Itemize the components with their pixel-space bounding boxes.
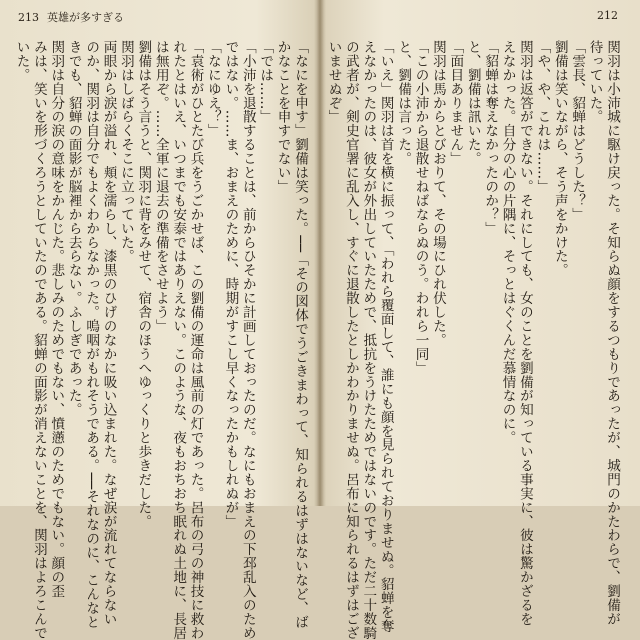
text-column: と、劉備は訊いた。 bbox=[464, 40, 481, 166]
text-column: 「この小沛から退散せねばならぬのう。われら一同」 bbox=[412, 40, 429, 375]
text-column: えなかった。自分の心の片隅に、そっとはぐくんだ慕情なのに。 bbox=[499, 40, 516, 445]
text-column: いませぬぞ」 bbox=[325, 40, 342, 124]
text-column: 「では……」 bbox=[257, 40, 274, 124]
text-column: 「なにを申す」劉備は笑った。──「その図体でうごきまわって、知られるはずはないなど、ば bbox=[292, 40, 308, 630]
text-column: れたとはいえ、いつまでも安泰ではありえない。このような、夜もおちおち眠れぬ土地に、長居 bbox=[170, 40, 187, 640]
right-page-text bbox=[325, 40, 620, 640]
left-page bbox=[0, 0, 318, 640]
text-column: 「貂蝉は奪えなかったのか？」 bbox=[482, 40, 499, 236]
right-page-header bbox=[597, 9, 618, 22]
text-column: ではない。……ま、おまえのために、時期がすこし早くなったかもしれぬが」 bbox=[222, 40, 239, 529]
text-column: 「や、や、これは……」 bbox=[534, 40, 551, 194]
running-head: 英雄が多すぎる bbox=[47, 11, 124, 24]
text-column: 劉備は笑いながら、そう声をかけた。 bbox=[551, 40, 568, 278]
text-column: のか、関羽は自分でもよくわからなかった。嗚咽がもれそうである。──それなのに、こんなと bbox=[83, 40, 100, 630]
text-column: 「なにゆえ？」 bbox=[204, 40, 221, 138]
left-page-number: 213 bbox=[18, 11, 39, 24]
text-column: 両眼から涙が溢れ、頬を濡らし、漆黒のひげのなかに吸い込まれた。なぜ涙が流れてならない bbox=[100, 40, 117, 626]
text-column: 「袁術がひとたび兵をうごかせば、この劉備の運命は風前の灯であった。呂布の弓の神技に救わ bbox=[187, 40, 204, 640]
text-column: 関羽は馬からとびおりて、その場にひれ伏した。 bbox=[429, 40, 446, 347]
right-page bbox=[322, 0, 640, 640]
text-column: いた。 bbox=[13, 40, 30, 82]
left-page-text bbox=[13, 40, 308, 640]
text-column: の武者が、剣史官署に乱入し、すぐに退散したとしかわかりませぬ。呂布に知られるはずはござ bbox=[342, 40, 359, 640]
text-column: 関羽は小沛城に駆け戻った。そ知らぬ顔をするつもりであったが、城門のかたわらで、劉備が bbox=[604, 40, 620, 626]
text-column: えなかったのは、彼女が外出していたためで、抵抗をうけたためではないのです。ただ二十数騎 bbox=[360, 40, 377, 640]
left-page-header bbox=[18, 9, 124, 25]
text-column: きでも、貂蝉の面影が脳裡から去らない。ふしぎであった。 bbox=[65, 40, 82, 417]
text-column: みは、笑いを形づくろうとしていたのである。貂蝉の面影が消えないことを、関羽はよろこんで bbox=[30, 40, 47, 640]
text-column: 「雲長、貂蝉はどうした？」 bbox=[569, 40, 586, 222]
text-column: 「いえ」関羽は首を横に振って、「われら覆面して、誰にも顔を見られておりませぬ。貂蝉を奪 bbox=[377, 40, 394, 634]
right-page-number: 212 bbox=[597, 9, 618, 22]
text-column: 関羽は自分の涙の意味をかんじた。悲しみのためでもない、憤懣のためでもない。顔の歪 bbox=[48, 40, 65, 598]
text-column: かなことを申すでない」 bbox=[274, 40, 291, 194]
text-column: 待っていた。 bbox=[586, 40, 603, 124]
text-column: 劉備はそう言うと、関羽に背をみせて、宿舎のほうへゆっくりと歩きだした。 bbox=[135, 40, 152, 529]
text-column: と、劉備は言った。 bbox=[395, 40, 412, 166]
text-column: は無用ぞ。……全軍に退去の準備をさせよう」 bbox=[152, 40, 169, 333]
text-column: 関羽はしばらくそこに立っていた。 bbox=[117, 40, 134, 264]
text-column: 関羽は返答ができない。それにしても、女のことを劉備が知っている事実に、彼は驚かざるを bbox=[516, 40, 533, 626]
text-column: 「小沛を退散することは、前からひそかに計画しておったのだ。なにもおまえの下邳乱入のため bbox=[239, 40, 256, 640]
text-column: 「面目ありません」 bbox=[447, 40, 464, 166]
